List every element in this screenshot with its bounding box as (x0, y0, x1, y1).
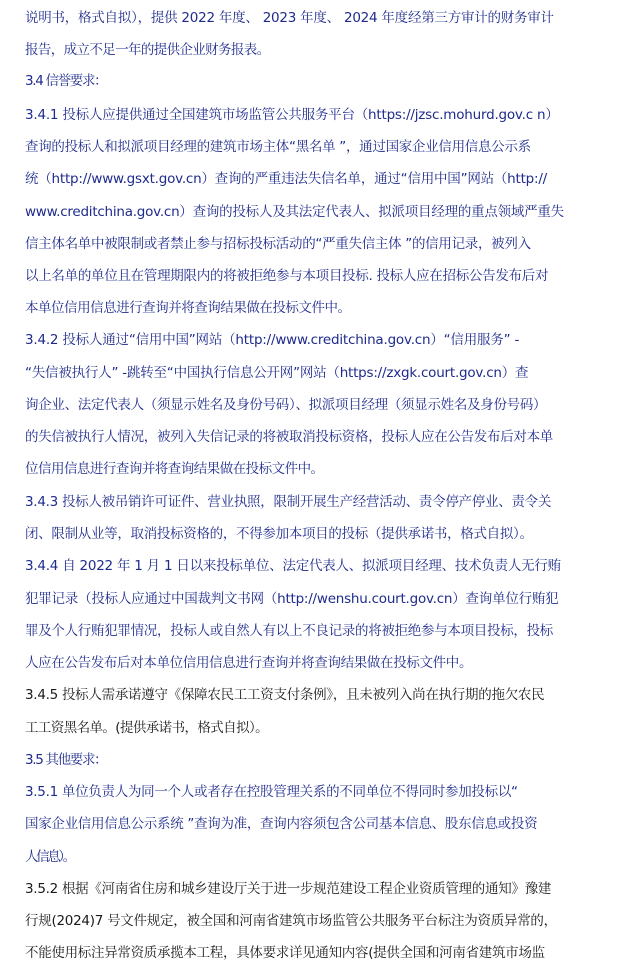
text-line-30: 不能使用标注异常资质承揽本工程，具体要求详见通知内容(提供全国和河南省建筑市场监 (25, 945, 545, 961)
text-line-29: 行规(2024)7 号文件规定，被全国和河南省建筑市场监管公共服务平台标注为资质异常的， (25, 913, 557, 929)
text-line-11: 3.4.2 投标人通过“信用中国”网站（http://www.creditchina.gov.cn）“信用服务” - (25, 332, 520, 348)
text-line-20: 罪及个人行贿犯罪情况，投标人或自然人有以上不良记录的将被拒绝参与本项目投标，投标 (25, 623, 553, 639)
text-line-27: 人信息）。 (25, 849, 74, 865)
section-heading-3-5: 3.5 其他要求： (25, 752, 107, 768)
text-line-18: 3.4.4 自 2022 年 1 月 1 日以来投标单位、法定代表人、拟派项目经理、技术负责人无行贿 (25, 558, 561, 574)
text-line-19: 犯罪记录（投标人应通过中国裁判文书网（http://wenshu.court.gov.cn）查询单位行贿犯 (25, 591, 559, 607)
text-line-22: 3.4.5 投标人需承诺遵守《保障农民工工资支付条例》，且未被列入尚在执行期的拖欠农民 (25, 687, 545, 703)
text-line-25: 3.5.1 单位负责人为同一个人或者存在控股管理关系的不同单位不得同时参加投标以“ (25, 784, 518, 800)
text-line-17: 闭、限制从业等，取消投标资格的，不得参加本项目的投标（提供承诺书，格式自拟）。 (25, 526, 533, 542)
text-line-7: www.creditchina.gov.cn）查询的投标人及其法定代表人、拟派项目经理的重点领域严重失 (25, 204, 564, 220)
text-line-12: “失信被执行人” -跳转至“中国执行信息公开网”网站（https://zxgk.court.gov.cn）查 (25, 365, 529, 381)
text-line-4: 3.4.1 投标人应提供通过全国建筑市场监管公共服务平台（https://jzsc.mohurd.gov.c n） (25, 107, 559, 123)
text-line-15: 位信用信息进行查询并将查询结果做在投标文件中。 (25, 461, 324, 477)
text-line-8: 信主体名单中被限制或者禁止参与招标投标活动的“严重失信主体 ”的信用记录，被列入 (25, 236, 531, 252)
text-line-23: 工工资黑名单。(提供承诺书，格式自拟）。 (25, 720, 269, 736)
text-line-9: 以上名单的单位且在管理期限内的将被拒绝参与本项目投标. 投标人应在招标公告发布后对 (25, 268, 549, 284)
text-line-1: 说明书，格式自拟），提供 2022 年度、 2023 年度、 2024 年度经第三方审计的财务审计 (25, 10, 554, 26)
text-line-13: 询企业、法定代表人（须显示姓名及身份号码）、拟派项目经理（须显示姓名及身份号码） (25, 397, 547, 413)
text-line-16: 3.4.3 投标人被吊销许可证件、营业执照，限制开展生产经营活动、责令停产停业、责令关 (25, 494, 552, 510)
text-line-21: 人应在公告发布后对本单位信用信息进行查询并将查询结果做在投标文件中。 (25, 655, 473, 671)
text-line-6: 统（http://www.gsxt.gov.cn）查询的严重违法失信名单，通过“信用中国”网站（http:// (25, 171, 547, 187)
text-line-28: 3.5.2 根据《河南省住房和城乡建设厅关于进一步规范建设工程企业资质管理的通知》豫建 (25, 881, 552, 897)
section-heading-3-4: 3.4 信誉要求： (25, 73, 107, 89)
text-line-26: 国家企业信用信息公示系统 ”查询为准，查询内容须包含公司基本信息、股东信息或投资 (25, 816, 538, 832)
text-line-5: 查询的投标人和拟派项目经理的建筑市场主体“黑名单 ”，通过国家企业信用信息公示系 (25, 139, 531, 155)
text-line-10: 本单位信用信息进行查询并将查询结果做在投标文件中。 (25, 300, 351, 316)
text-line-2: 报告，成立不足一年的提供企业财务报表。 (25, 42, 270, 58)
text-line-14: 的失信被执行人情况，被列入失信记录的将被取消投标资格，投标人应在公告发布后对本单 (25, 429, 553, 445)
